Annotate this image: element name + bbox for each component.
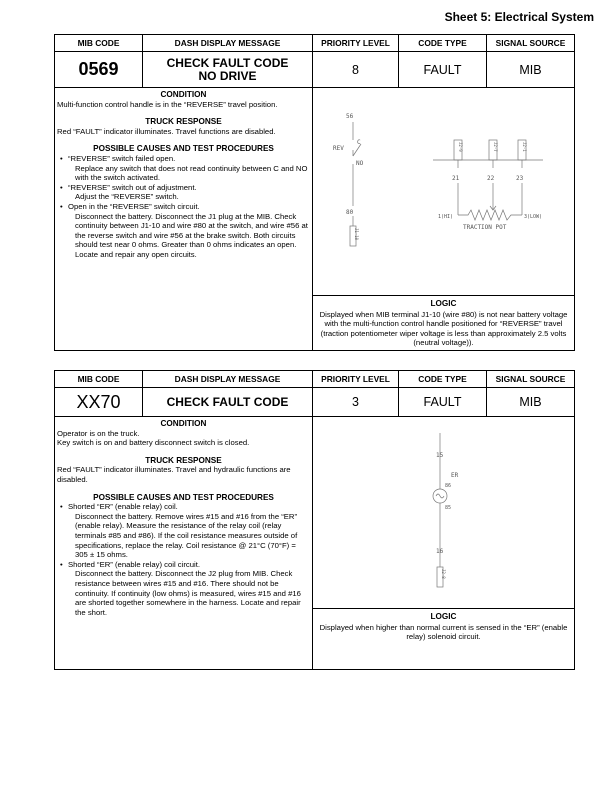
cause-procedure: Disconnect the battery. Disconnect the J1 plug at the MIB. Check continuity between J1-10 and wire #80 at the switch, and wire #56 at the reverse switch and wire #56 at the brake switch. Both circuits should test near 0 ohms. Greater than 0 ohms indicates an open. Locate and repair any open circuits. bbox=[75, 211, 308, 259]
header-dash-message: DASH DISPLAY MESSAGE bbox=[143, 35, 313, 51]
switch-no-label: NO bbox=[356, 160, 364, 167]
dash-message-line1: CHECK FAULT CODE bbox=[166, 55, 289, 70]
condition-heading: CONDITION bbox=[160, 90, 207, 99]
terminal-86-label: 86 bbox=[445, 483, 452, 489]
header-row bbox=[55, 371, 574, 388]
cause-item: • Shorted “ER” (enable relay) coil circuit. bbox=[57, 560, 310, 570]
j2-9-label: J2-9 bbox=[458, 142, 463, 152]
dash-message bbox=[143, 52, 313, 87]
j1-10-label: J1-10 bbox=[354, 228, 359, 241]
truck-response-heading: TRUCK RESPONSE bbox=[145, 455, 222, 465]
mib-code: 0569 bbox=[55, 52, 143, 87]
priority-level: 8 bbox=[313, 52, 399, 87]
logic-heading: LOGIC bbox=[430, 299, 457, 309]
j2-1-label: J2-1 bbox=[522, 142, 527, 152]
header-mib-code: MIB CODE bbox=[55, 35, 143, 51]
wire-15-label: 15 bbox=[436, 452, 444, 459]
header-signal-source: SIGNAL SOURCE bbox=[495, 38, 566, 48]
header-code-type: CODE TYPE bbox=[399, 35, 487, 51]
pot-hi-label: 1(HI) bbox=[438, 214, 454, 220]
value-row bbox=[55, 388, 574, 417]
description-panel bbox=[55, 417, 313, 669]
j2-8-label: J2-8 bbox=[441, 569, 446, 579]
value-row bbox=[55, 52, 574, 88]
condition-text: Multi-function control handle is in the “REVERSE” travel position. bbox=[57, 99, 278, 109]
dash-message: CHECK FAULT CODE bbox=[143, 388, 313, 416]
truck-response-text: Red “FAULT” indicator illuminates. Travel and hydraulic functions are disabled. bbox=[57, 465, 291, 484]
cause-item: • Open in the “REVERSE” switch circuit. bbox=[57, 202, 310, 212]
code-type: FAULT bbox=[399, 52, 487, 87]
wire-56-label: 56 bbox=[346, 113, 354, 120]
logic-section bbox=[313, 608, 574, 669]
logic-section bbox=[313, 295, 574, 350]
causes-list bbox=[57, 154, 310, 260]
logic-heading: LOGIC bbox=[430, 612, 457, 621]
wire-23-label: 23 bbox=[516, 175, 524, 182]
signal-source: MIB bbox=[519, 395, 542, 409]
relay-er-label: ER bbox=[451, 472, 459, 479]
truck-response-heading: TRUCK RESPONSE bbox=[145, 117, 222, 127]
condition-text-1: Operator is on the truck. bbox=[57, 428, 140, 438]
signal-source: MIB bbox=[519, 62, 542, 77]
causes-heading: POSSIBLE CAUSES AND TEST PROCEDURES bbox=[93, 144, 274, 154]
wiring-diagram bbox=[313, 88, 575, 288]
code-type: FAULT bbox=[399, 388, 487, 416]
diagram-panel bbox=[313, 88, 574, 350]
cause-item: • Shorted “ER” (enable relay) coil. bbox=[57, 502, 310, 512]
rev-switch-label: REV bbox=[333, 145, 344, 152]
condition-heading: CONDITION bbox=[160, 419, 207, 428]
cause-item: • “REVERSE” switch failed open. bbox=[57, 154, 310, 164]
relay-diagram bbox=[313, 417, 575, 607]
logic-text: Displayed when higher than normal current is sensed in the “ER” (enable relay) solenoid circuit. bbox=[319, 622, 568, 642]
header-dash-message: DASH DISPLAY MESSAGE bbox=[143, 371, 313, 387]
cause-item: • “REVERSE” switch out of adjustment. bbox=[57, 183, 310, 193]
condition-text-2: Key switch is on and battery disconnect switch is closed. bbox=[57, 438, 250, 448]
header-signal-source: SIGNAL SOURCE bbox=[495, 374, 566, 384]
dash-message-line2: NO DRIVE bbox=[198, 68, 257, 83]
causes-list bbox=[57, 502, 310, 617]
logic-text: Displayed when MIB terminal J1-10 (wire #80) is not near battery voltage with the multi-function control handle positioned for “REVERSE” travel (traction potentiometer wiper voltage is less than approximately 2.5 volts (neutral voltage)). bbox=[319, 309, 568, 348]
sheet-title: Sheet 5: Electrical System bbox=[444, 10, 594, 24]
header-mib-code: MIB CODE bbox=[55, 371, 143, 387]
priority-level: 3 bbox=[313, 388, 399, 416]
description-panel bbox=[55, 88, 313, 350]
header-code-type: CODE TYPE bbox=[399, 371, 487, 387]
header-row bbox=[55, 35, 574, 52]
cause-procedure: Disconnect the battery. Disconnect the J2 plug from MIB. Check resistance between wires #15 and #16. There should not be continuity. If continuity (low ohms) is measured, wires #15 and #16 are shorted together somewhere in the harness. Locate and repair the short. bbox=[75, 569, 301, 617]
j2-7-label: J2-7 bbox=[493, 142, 498, 152]
wire-16-label: 16 bbox=[436, 548, 444, 555]
switch-c-label: C bbox=[357, 139, 361, 146]
fault-card-0569 bbox=[54, 34, 575, 351]
wire-21-label: 21 bbox=[452, 175, 460, 182]
cause-procedure: Disconnect the battery. Remove wires #15 and #16 from the “ER” (enable relay). Measure the resistance of the relay coil (relay terminals #85 and #86). If the coil resistance measures outside of specifications, replace the relay. Coil resistance @ 21°C (70°F) = 305 ± 15 ohms. bbox=[75, 511, 298, 560]
cause-procedure: Replace any switch that does not read continuity between C and NO with the switch activated. bbox=[75, 163, 308, 183]
fault-card-xx70 bbox=[54, 370, 575, 670]
header-priority: PRIORITY LEVEL bbox=[313, 35, 399, 51]
traction-pot-label: TRACTION POT bbox=[463, 224, 507, 231]
causes-heading: POSSIBLE CAUSES AND TEST PROCEDURES bbox=[93, 492, 274, 502]
diagram-panel bbox=[313, 417, 574, 669]
header-priority: PRIORITY LEVEL bbox=[313, 371, 399, 387]
pot-low-label: 3(LOW) bbox=[524, 214, 543, 220]
wire-22-label: 22 bbox=[487, 175, 495, 182]
cause-procedure: Adjust the “REVERSE” switch. bbox=[75, 192, 179, 202]
truck-response-text: Red “FAULT” indicator illuminates. Travel functions are disabled. bbox=[57, 126, 276, 136]
terminal-85-label: 85 bbox=[445, 505, 452, 511]
wire-80-label: 80 bbox=[346, 209, 354, 216]
mib-code: XX70 bbox=[55, 388, 143, 416]
